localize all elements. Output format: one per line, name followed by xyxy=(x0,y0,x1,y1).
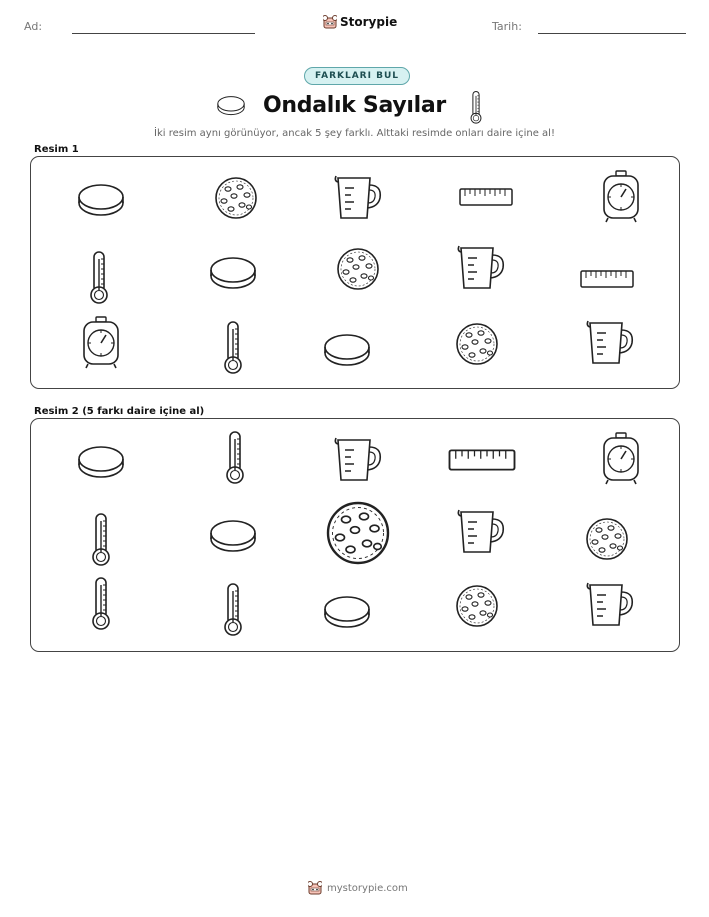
thermometer-icon xyxy=(225,322,241,373)
cookie-icon xyxy=(457,324,497,364)
coin-icon xyxy=(79,185,123,215)
cookie-icon xyxy=(328,503,388,563)
cookie-icon xyxy=(457,586,497,626)
storypie-mascot-icon xyxy=(323,14,337,30)
picture2-panel xyxy=(30,418,680,652)
picture2-label: Resim 2 (5 farkı daire içine al) xyxy=(34,406,205,417)
measuring-cup-icon xyxy=(458,510,503,552)
date-line[interactable] xyxy=(538,33,686,34)
timer-icon xyxy=(84,317,118,368)
thermometer-icon xyxy=(93,578,109,629)
ruler-icon xyxy=(460,189,512,205)
picture1-canvas xyxy=(31,157,681,390)
footer xyxy=(308,880,408,896)
cookie-icon xyxy=(338,249,378,289)
coin-icon xyxy=(211,258,255,288)
coin-icon xyxy=(325,335,369,365)
measuring-cup-icon xyxy=(458,246,503,288)
date-label: Tarih: xyxy=(492,20,522,33)
cookie-icon xyxy=(587,519,627,559)
storypie-mascot-icon xyxy=(308,880,322,896)
ruler-icon xyxy=(581,271,633,287)
thermometer-icon xyxy=(225,584,241,635)
activity-badge: FARKLARI BUL xyxy=(304,67,410,85)
picture1-panel xyxy=(30,156,680,389)
timer-icon xyxy=(604,171,638,222)
instructions: İki resim aynı görünüyor, ancak 5 şey farklı. Alttaki resimde onları daire içine al! xyxy=(154,128,555,139)
measuring-cup-icon xyxy=(587,583,632,625)
name-line[interactable] xyxy=(72,33,255,34)
title-thermometer-icon xyxy=(466,90,486,124)
footer-url[interactable]: mystorypie.com xyxy=(327,882,408,894)
measuring-cup-icon xyxy=(335,438,380,480)
ruler-icon xyxy=(450,450,515,469)
coin-icon xyxy=(325,597,369,627)
name-label: Ad: xyxy=(24,20,43,33)
cookie-icon xyxy=(216,178,256,218)
timer-icon xyxy=(604,433,638,484)
measuring-cup-icon xyxy=(587,321,632,363)
thermometer-icon xyxy=(91,252,107,303)
thermometer-icon xyxy=(93,514,109,565)
thermometer-icon xyxy=(227,432,243,483)
picture1-label: Resim 1 xyxy=(34,144,79,155)
brand-logo xyxy=(323,14,397,30)
title-coin-icon xyxy=(216,94,246,116)
page-title: Ondalık Sayılar xyxy=(263,93,446,118)
picture2-canvas xyxy=(31,419,681,653)
coin-icon xyxy=(79,447,123,477)
measuring-cup-icon xyxy=(335,176,380,218)
coin-icon xyxy=(211,521,255,551)
brand-name: Storypie xyxy=(340,15,398,29)
